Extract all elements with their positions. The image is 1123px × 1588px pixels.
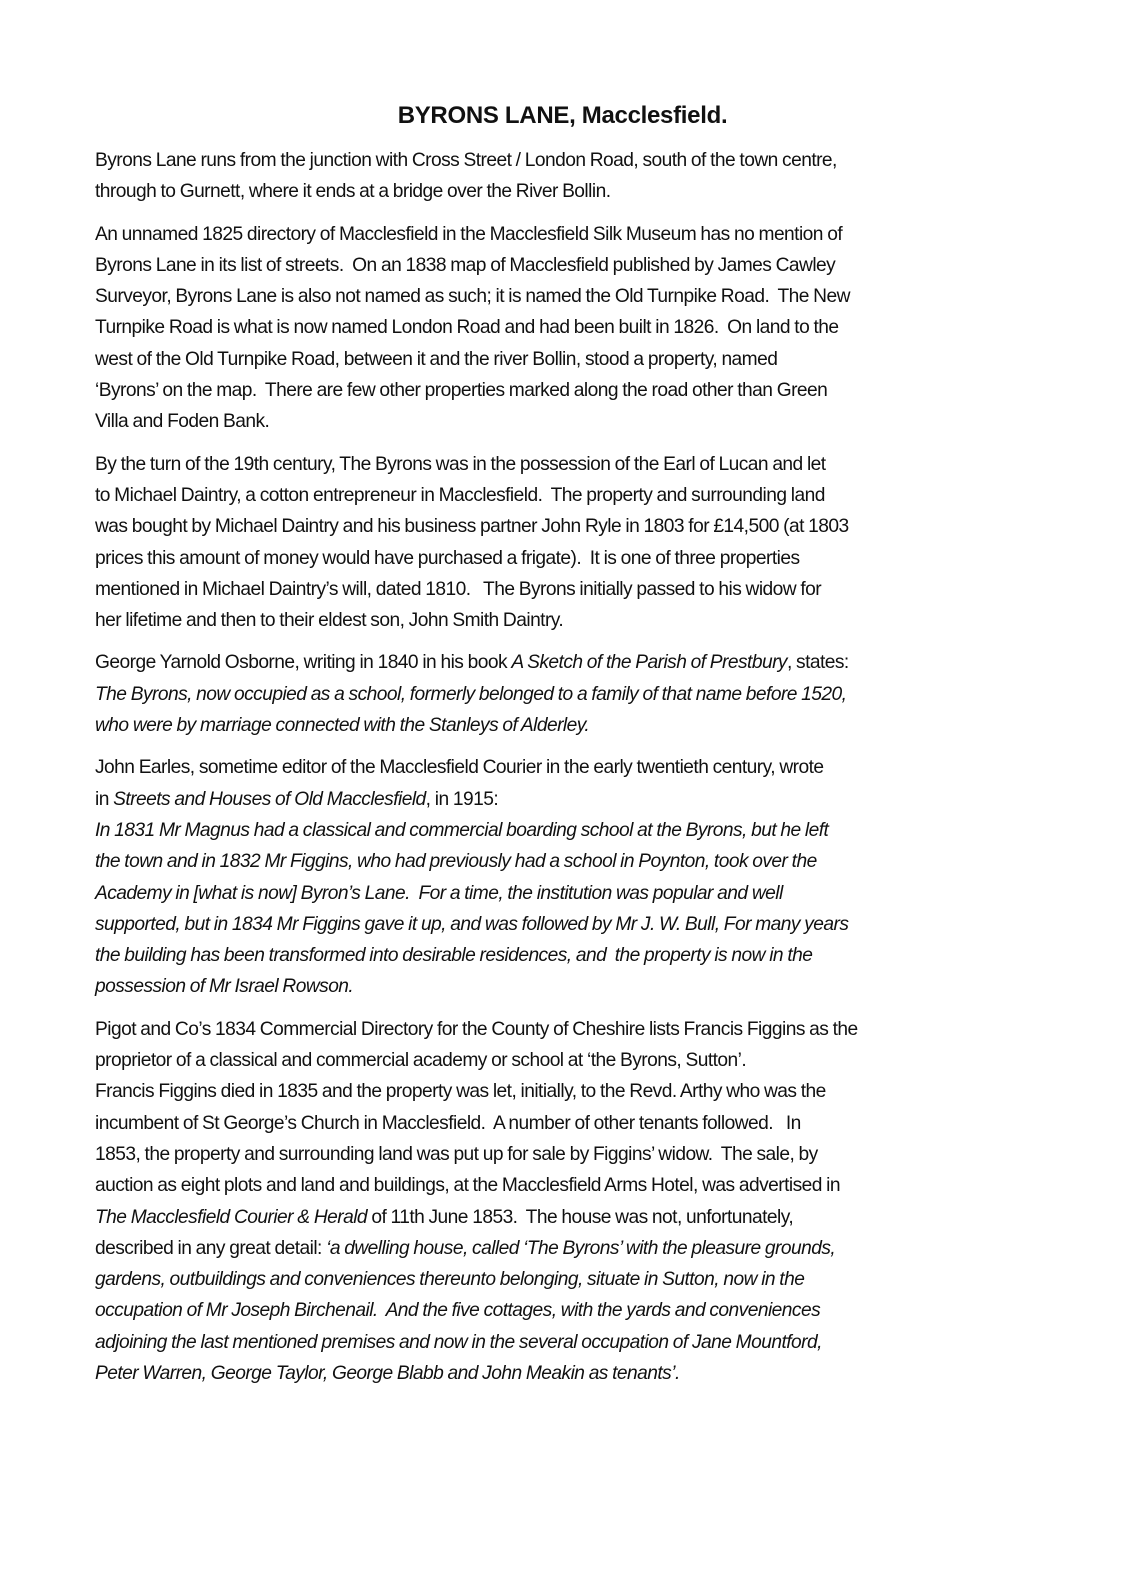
- text-line: [95, 1139, 1030, 1170]
- italic-text: ‘a dwelling house, called ‘The Byrons’ with the pleasure grounds,: [326, 1237, 836, 1259]
- body-text: proprietor of a classical and commercial academy or school at ‘the Byrons, Sutton’.: [95, 1050, 747, 1072]
- body-text: mentioned in Michael Daintry’s will, dated 1810. The Byrons initially passed to his widow for: [95, 578, 822, 600]
- text-line: [95, 574, 1030, 605]
- text-line: [95, 449, 1030, 480]
- body-text: to Michael Daintry, a cotton entrepreneur in Macclesfield. The property and surrounding land: [95, 484, 825, 506]
- italic-text: who were by marriage connected with the Stanleys of Alderley.: [95, 715, 590, 737]
- italic-text: possession of Mr Israel Rowson.: [95, 976, 354, 998]
- text-line: [95, 846, 1030, 877]
- text-line: [95, 1264, 1030, 1295]
- text-line: [95, 909, 1030, 940]
- body-text: John Earles, sometime editor of the Macclesfield Courier in the early twentieth century, wrote: [95, 757, 824, 779]
- text-line: [95, 784, 1030, 815]
- text-line: [95, 1327, 1030, 1358]
- italic-text: gardens, outbuildings and conveniences thereunto belonging, situate in Sutton, now in the: [95, 1269, 805, 1291]
- paragraph-4: [95, 647, 1030, 741]
- text-line: [95, 1045, 1030, 1076]
- body-text: prices this amount of money would have purchased a frigate). It is one of three properties: [95, 547, 800, 569]
- italic-text: supported, but in 1834 Mr Figgins gave it up, and was followed by Mr J. W. Bull, For many years: [95, 913, 849, 935]
- body-text: Francis Figgins died in 1835 and the property was let, initially, to the Revd. Arthy who was the: [95, 1081, 826, 1103]
- text-line: [95, 543, 1030, 574]
- text-line: [95, 511, 1030, 542]
- paragraph-2: [95, 219, 1030, 438]
- body-text: , in 1915:: [425, 788, 499, 810]
- body-text: Byrons Lane in its list of streets. On an 1838 map of Macclesfield published by James Cawley: [95, 254, 836, 276]
- italic-text: In 1831 Mr Magnus had a classical and commercial boarding school at the Byrons, but he left: [95, 819, 829, 841]
- text-line: [95, 679, 1030, 710]
- document-title: BYRONS LANE, Macclesfield.: [397, 102, 728, 129]
- body-text: By the turn of the 19th century, The Byrons was in the possession of the Earl of Lucan and let: [95, 453, 826, 475]
- body-text: , states:: [786, 652, 849, 674]
- body-text: incumbent of St George’s Church in Macclesfield. A number of other tenants followed. In: [95, 1112, 801, 1134]
- text-line: [95, 647, 1030, 678]
- italic-text: The Macclesfield Courier & Herald: [95, 1206, 368, 1228]
- text-line: [95, 752, 1030, 783]
- text-line: [95, 1076, 1030, 1107]
- document-page: [95, 96, 1030, 1400]
- text-line: [95, 219, 1030, 250]
- text-line: [95, 1108, 1030, 1139]
- italic-text: The Byrons, now occupied as a school, formerly belonged to a family of that name before 1520,: [95, 683, 847, 705]
- body-text: through to Gurnett, where it ends at a bridge over the River Bollin.: [95, 181, 611, 203]
- text-line: [95, 878, 1030, 909]
- text-line: [95, 406, 1030, 437]
- italic-text: occupation of Mr Joseph Birchenail. And the five cottages, with the yards and conveniences: [95, 1300, 821, 1322]
- italic-text: adjoining the last mentioned premises and now in the several occupation of Jane Mountford,: [95, 1331, 822, 1353]
- text-line: [95, 605, 1030, 636]
- body-text: Byrons Lane runs from the junction with Cross Street / London Road, south of the town centre,: [95, 150, 837, 171]
- body-text: 1853, the property and surrounding land was put up for sale by Figgins’ widow. The sale, by: [95, 1143, 818, 1165]
- text-line: [95, 1233, 1030, 1264]
- italic-text: the town and in 1832 Mr Figgins, who had previously had a school in Poynton, took over the: [95, 851, 817, 873]
- italic-text: Peter Warren, George Taylor, George Blabb and John Meakin as tenants’.: [95, 1362, 680, 1384]
- body-text: west of the Old Turnpike Road, between it and the river Bollin, stood a property, named: [95, 348, 778, 370]
- italic-text: the building has been transformed into desirable residences, and the property is now in the: [95, 945, 813, 967]
- paragraph-5: [95, 752, 1030, 1002]
- text-line: [95, 480, 1030, 511]
- italic-text: Academy in [what is now] Byron’s Lane. For a time, the institution was popular and well: [95, 882, 783, 904]
- text-line: [95, 250, 1030, 281]
- text-line: [95, 1358, 1030, 1389]
- text-line: [95, 1170, 1030, 1201]
- body-text: her lifetime and then to their eldest son, John Smith Daintry.: [95, 610, 564, 632]
- paragraph-1: [95, 145, 1030, 208]
- body-text: in: [95, 788, 114, 810]
- text-line: [95, 176, 1030, 207]
- body-text: auction as eight plots and land and buildings, at the Macclesfield Arms Hotel, was advertised in: [95, 1175, 840, 1197]
- body-text: Villa and Foden Bank.: [95, 411, 270, 433]
- body-text: George Yarnold Osborne, writing in 1840 in his book: [95, 652, 512, 674]
- text-line: [95, 971, 1030, 1002]
- italic-text: Streets and Houses of Old Macclesfield: [113, 788, 426, 810]
- body-text: Pigot and Co’s 1834 Commercial Directory for the County of Cheshire lists Francis Figgins as the: [95, 1018, 858, 1040]
- body-text: ‘Byrons’ on the map. There are few other properties marked along the road other than Green: [95, 380, 828, 402]
- text-line: [95, 815, 1030, 846]
- body-text: Surveyor, Byrons Lane is also not named as such; it is named the Old Turnpike Road. The New: [95, 286, 850, 308]
- body-text: was bought by Michael Daintry and his business partner John Ryle in 1803 for £14,500 (at 1803: [95, 516, 849, 538]
- text-line: [95, 344, 1030, 375]
- italic-text: A Sketch of the Parish of Prestbury: [511, 652, 787, 674]
- text-line: [95, 375, 1030, 406]
- text-line: [95, 940, 1030, 971]
- text-line: [95, 710, 1030, 741]
- paragraph-6: [95, 1014, 1030, 1390]
- text-line: [95, 281, 1030, 312]
- paragraph-3: [95, 449, 1030, 637]
- document-body: [95, 145, 1030, 1389]
- text-line: [95, 1014, 1030, 1045]
- text-line: [95, 1295, 1030, 1326]
- body-text: Turnpike Road is what is now named London Road and had been built in 1826. On land to the: [95, 317, 839, 339]
- body-text: of 11th June 1853. The house was not, unfortunately,: [367, 1206, 794, 1228]
- body-text: An unnamed 1825 directory of Macclesfield in the Macclesfield Silk Museum has no mention of: [95, 223, 843, 245]
- text-line: [95, 145, 1030, 176]
- body-text: described in any great detail:: [95, 1237, 327, 1259]
- text-line: [95, 312, 1030, 343]
- text-line: [95, 1202, 1030, 1233]
